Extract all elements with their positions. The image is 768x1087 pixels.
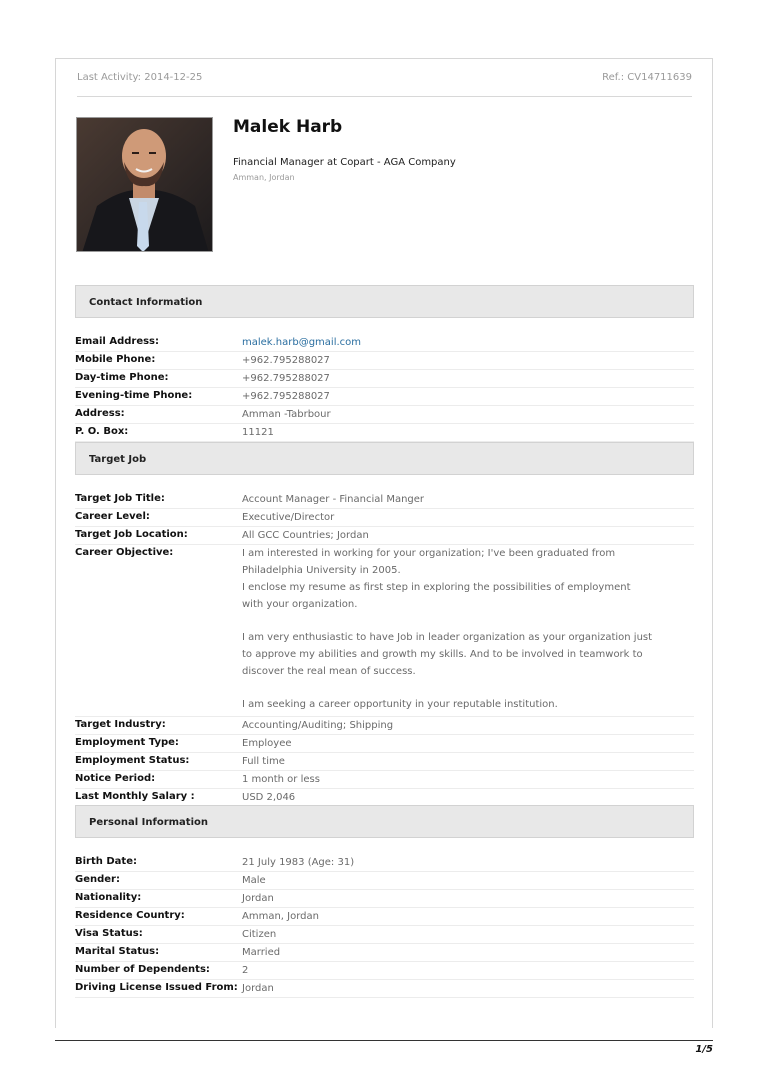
objective-paragraph: I am seeking a career opportunity in your reputable institution. bbox=[242, 699, 558, 710]
row-daytime-phone bbox=[75, 370, 694, 388]
gender-value: Male bbox=[242, 875, 266, 886]
candidate-location: Amman, Jordan bbox=[233, 173, 295, 182]
personal-rows bbox=[75, 854, 694, 998]
address-value: Amman -Tabrbour bbox=[242, 409, 331, 420]
job-title-label: Target Job Title: bbox=[75, 493, 165, 504]
target-location-value: All GCC Countries; Jordan bbox=[242, 530, 369, 541]
nationality-value: Jordan bbox=[242, 893, 274, 904]
marital-value: Married bbox=[242, 947, 281, 958]
row-residence-country bbox=[75, 908, 694, 926]
section-title: Contact Information bbox=[89, 297, 203, 308]
target-location-label: Target Job Location: bbox=[75, 529, 188, 540]
pobox-label: P. O. Box: bbox=[75, 426, 129, 437]
objective-paragraph: I am interested in working for your organization; I've been graduated from Philadelphia University in 2005. bbox=[242, 548, 616, 576]
license-value: Jordan bbox=[242, 983, 274, 994]
birth-label: Birth Date: bbox=[75, 856, 137, 867]
row-dependents bbox=[75, 962, 694, 980]
row-target-industry bbox=[75, 717, 694, 735]
notice-label: Notice Period: bbox=[75, 773, 156, 784]
row-evening-phone bbox=[75, 388, 694, 406]
profile-photo bbox=[76, 117, 213, 252]
candidate-name: Malek Harb bbox=[233, 117, 343, 137]
section-target-job bbox=[75, 442, 694, 475]
candidate-headline: Financial Manager at Copart - AGA Company bbox=[233, 157, 456, 168]
mobile-label: Mobile Phone: bbox=[75, 354, 156, 365]
row-email bbox=[75, 334, 694, 352]
residence-value: Amman, Jordan bbox=[242, 911, 319, 922]
address-label: Address: bbox=[75, 408, 125, 419]
employment-type-value: Employee bbox=[242, 738, 292, 749]
section-title: Target Job bbox=[89, 454, 147, 465]
target-job-rows bbox=[75, 491, 694, 807]
birth-value: 21 July 1983 (Age: 31) bbox=[242, 857, 355, 868]
job-title-value: Account Manager - Financial Manger bbox=[242, 494, 425, 505]
evening-label: Evening-time Phone: bbox=[75, 390, 193, 401]
section-title: Personal Information bbox=[89, 817, 208, 828]
row-employment-type bbox=[75, 735, 694, 753]
row-employment-status bbox=[75, 753, 694, 771]
license-label: Driving License Issued From: bbox=[75, 982, 238, 993]
row-driving-license bbox=[75, 980, 694, 998]
contact-rows bbox=[75, 334, 694, 442]
pobox-value: 11121 bbox=[242, 427, 274, 438]
dependents-label: Number of Dependents: bbox=[75, 964, 210, 975]
visa-label: Visa Status: bbox=[75, 928, 143, 939]
objective-label: Career Objective: bbox=[75, 547, 174, 558]
email-link[interactable]: malek.harb@gmail.com bbox=[242, 337, 362, 348]
daytime-value: +962.795288027 bbox=[242, 373, 330, 384]
row-notice-period bbox=[75, 771, 694, 789]
row-gender bbox=[75, 872, 694, 890]
objective-paragraph: I am very enthusiastic to have Job in leader organization as your organization just to approve my abilities and growth my skills. And to be involved in teamwork to discover the real mean of success. bbox=[242, 632, 653, 677]
notice-value: 1 month or less bbox=[242, 774, 320, 785]
row-nationality bbox=[75, 890, 694, 908]
objective-value bbox=[242, 545, 694, 716]
section-personal-information bbox=[75, 805, 694, 838]
evening-value: +962.795288027 bbox=[242, 391, 330, 402]
career-level-value: Executive/Director bbox=[242, 512, 335, 523]
visa-value: Citizen bbox=[242, 929, 277, 940]
row-target-job-title bbox=[75, 491, 694, 509]
employment-type-label: Employment Type: bbox=[75, 737, 179, 748]
industry-label: Target Industry: bbox=[75, 719, 166, 730]
row-marital-status bbox=[75, 944, 694, 962]
row-mobile bbox=[75, 352, 694, 370]
resume-page bbox=[55, 58, 713, 1028]
row-target-location bbox=[75, 527, 694, 545]
row-pobox bbox=[75, 424, 694, 442]
row-address bbox=[75, 406, 694, 424]
employment-status-label: Employment Status: bbox=[75, 755, 190, 766]
objective-paragraph: I enclose my resume as first step in exploring the possibilities of employment with your organization. bbox=[242, 582, 631, 610]
last-activity: Last Activity: 2014-12-25 bbox=[77, 72, 203, 83]
salary-label: Last Monthly Salary : bbox=[75, 791, 195, 802]
residence-label: Residence Country: bbox=[75, 910, 185, 921]
employment-status-value: Full time bbox=[242, 756, 285, 767]
nationality-label: Nationality: bbox=[75, 892, 142, 903]
salary-value: USD 2,046 bbox=[242, 792, 296, 803]
row-visa-status bbox=[75, 926, 694, 944]
section-contact-information bbox=[75, 285, 694, 318]
reference-number: Ref.: CV14711639 bbox=[602, 72, 692, 83]
row-career-objective bbox=[75, 545, 694, 717]
email-label: Email Address: bbox=[75, 336, 160, 347]
page-number: 1/5 bbox=[695, 1044, 713, 1055]
mobile-value: +962.795288027 bbox=[242, 355, 330, 366]
marital-label: Marital Status: bbox=[75, 946, 160, 957]
row-birth-date bbox=[75, 854, 694, 872]
gender-label: Gender: bbox=[75, 874, 120, 885]
daytime-label: Day-time Phone: bbox=[75, 372, 169, 383]
industry-value: Accounting/Auditing; Shipping bbox=[242, 720, 394, 731]
footer-divider bbox=[55, 1040, 713, 1041]
dependents-value: 2 bbox=[242, 965, 249, 976]
header-bar bbox=[77, 59, 692, 97]
career-level-label: Career Level: bbox=[75, 511, 150, 522]
row-career-level bbox=[75, 509, 694, 527]
